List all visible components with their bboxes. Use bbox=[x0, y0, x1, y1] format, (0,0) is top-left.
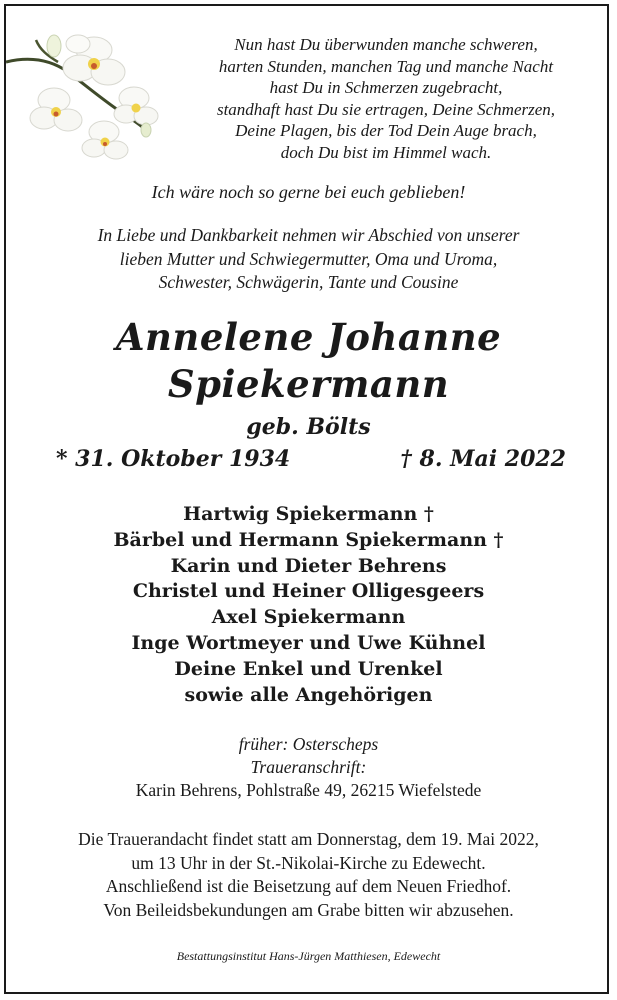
mourner: Axel Spiekermann bbox=[211, 606, 406, 629]
service-line: um 13 Uhr in der St.-Nikolai-Kirche zu Edewecht. bbox=[131, 852, 486, 873]
poem-line: Nun hast Du überwunden manche schweren, bbox=[234, 35, 538, 54]
poem-line: standhaft hast Du sie ertragen, Deine Schmerzen, bbox=[216, 99, 556, 119]
death-date: † 8. Mai 2022 bbox=[400, 446, 566, 472]
mourner: Hartwig Spiekermann † bbox=[183, 503, 434, 525]
birth-name: geb. Bölts bbox=[246, 414, 371, 440]
poem-line: Deine Plagen, bis der Tod Dein Auge brach, bbox=[235, 121, 537, 140]
former-residence bbox=[6, 733, 611, 779]
obituary-card bbox=[4, 4, 609, 994]
deceased-surname: Spiekermann bbox=[167, 362, 450, 406]
mourner: Christel und Heiner Olligesgeers bbox=[132, 580, 485, 603]
mourner: Deine Enkel und Urenkel bbox=[174, 657, 443, 680]
farewell-quote: Ich wäre noch so gerne bei euch geblieben! bbox=[151, 182, 466, 202]
former-residence-text: früher: Osterscheps bbox=[238, 734, 379, 754]
white-orchid-icon bbox=[6, 20, 166, 160]
mourner: Bärbel und Hermann Spiekermann † bbox=[113, 528, 504, 551]
mourner: Inge Wortmeyer und Uwe Kühnel bbox=[131, 631, 486, 654]
service-line: Von Beileidsbekundungen am Grabe bitten wir abzusehen. bbox=[103, 899, 514, 920]
service-line: Anschließend ist die Beisetzung auf dem Neuen Friedhof. bbox=[105, 876, 512, 896]
intro-text bbox=[6, 224, 611, 295]
deceased-first-names: Annelene Johanne bbox=[115, 315, 502, 359]
poem-line: harten Stunden, manchen Tag und manche Nacht bbox=[218, 56, 554, 76]
poem-line: hast Du in Schmerzen zugebracht, bbox=[269, 78, 503, 97]
funeral-home: Bestattungsinstitut Hans-Jürgen Matthiesen, Edewecht bbox=[176, 949, 441, 963]
mourner: sowie alle Angehörigen bbox=[184, 683, 433, 706]
mourning-address: Karin Behrens, Pohlstraße 49, 26215 Wiefelstede bbox=[135, 780, 482, 800]
deceased-name bbox=[6, 314, 611, 408]
birth-date: * 31. Oktober 1934 bbox=[56, 446, 291, 472]
address-label: Traueranschrift: bbox=[250, 757, 367, 777]
mourner: Karin und Dieter Behrens bbox=[170, 554, 447, 577]
intro-line: Schwester, Schwägerin, Tante und Cousine bbox=[158, 272, 459, 292]
service-info bbox=[6, 828, 611, 922]
service-line: Die Trauerandacht findet statt am Donnerstag, dem 19. Mai 2022, bbox=[78, 829, 539, 849]
poem bbox=[171, 34, 601, 163]
poem-line: doch Du bist im Himmel wach. bbox=[280, 142, 492, 162]
mourners-list bbox=[6, 502, 611, 708]
intro-line: lieben Mutter und Schwiegermutter, Oma und Uroma, bbox=[119, 248, 498, 269]
intro-line: In Liebe und Dankbarkeit nehmen wir Abschied von unserer bbox=[97, 225, 520, 245]
